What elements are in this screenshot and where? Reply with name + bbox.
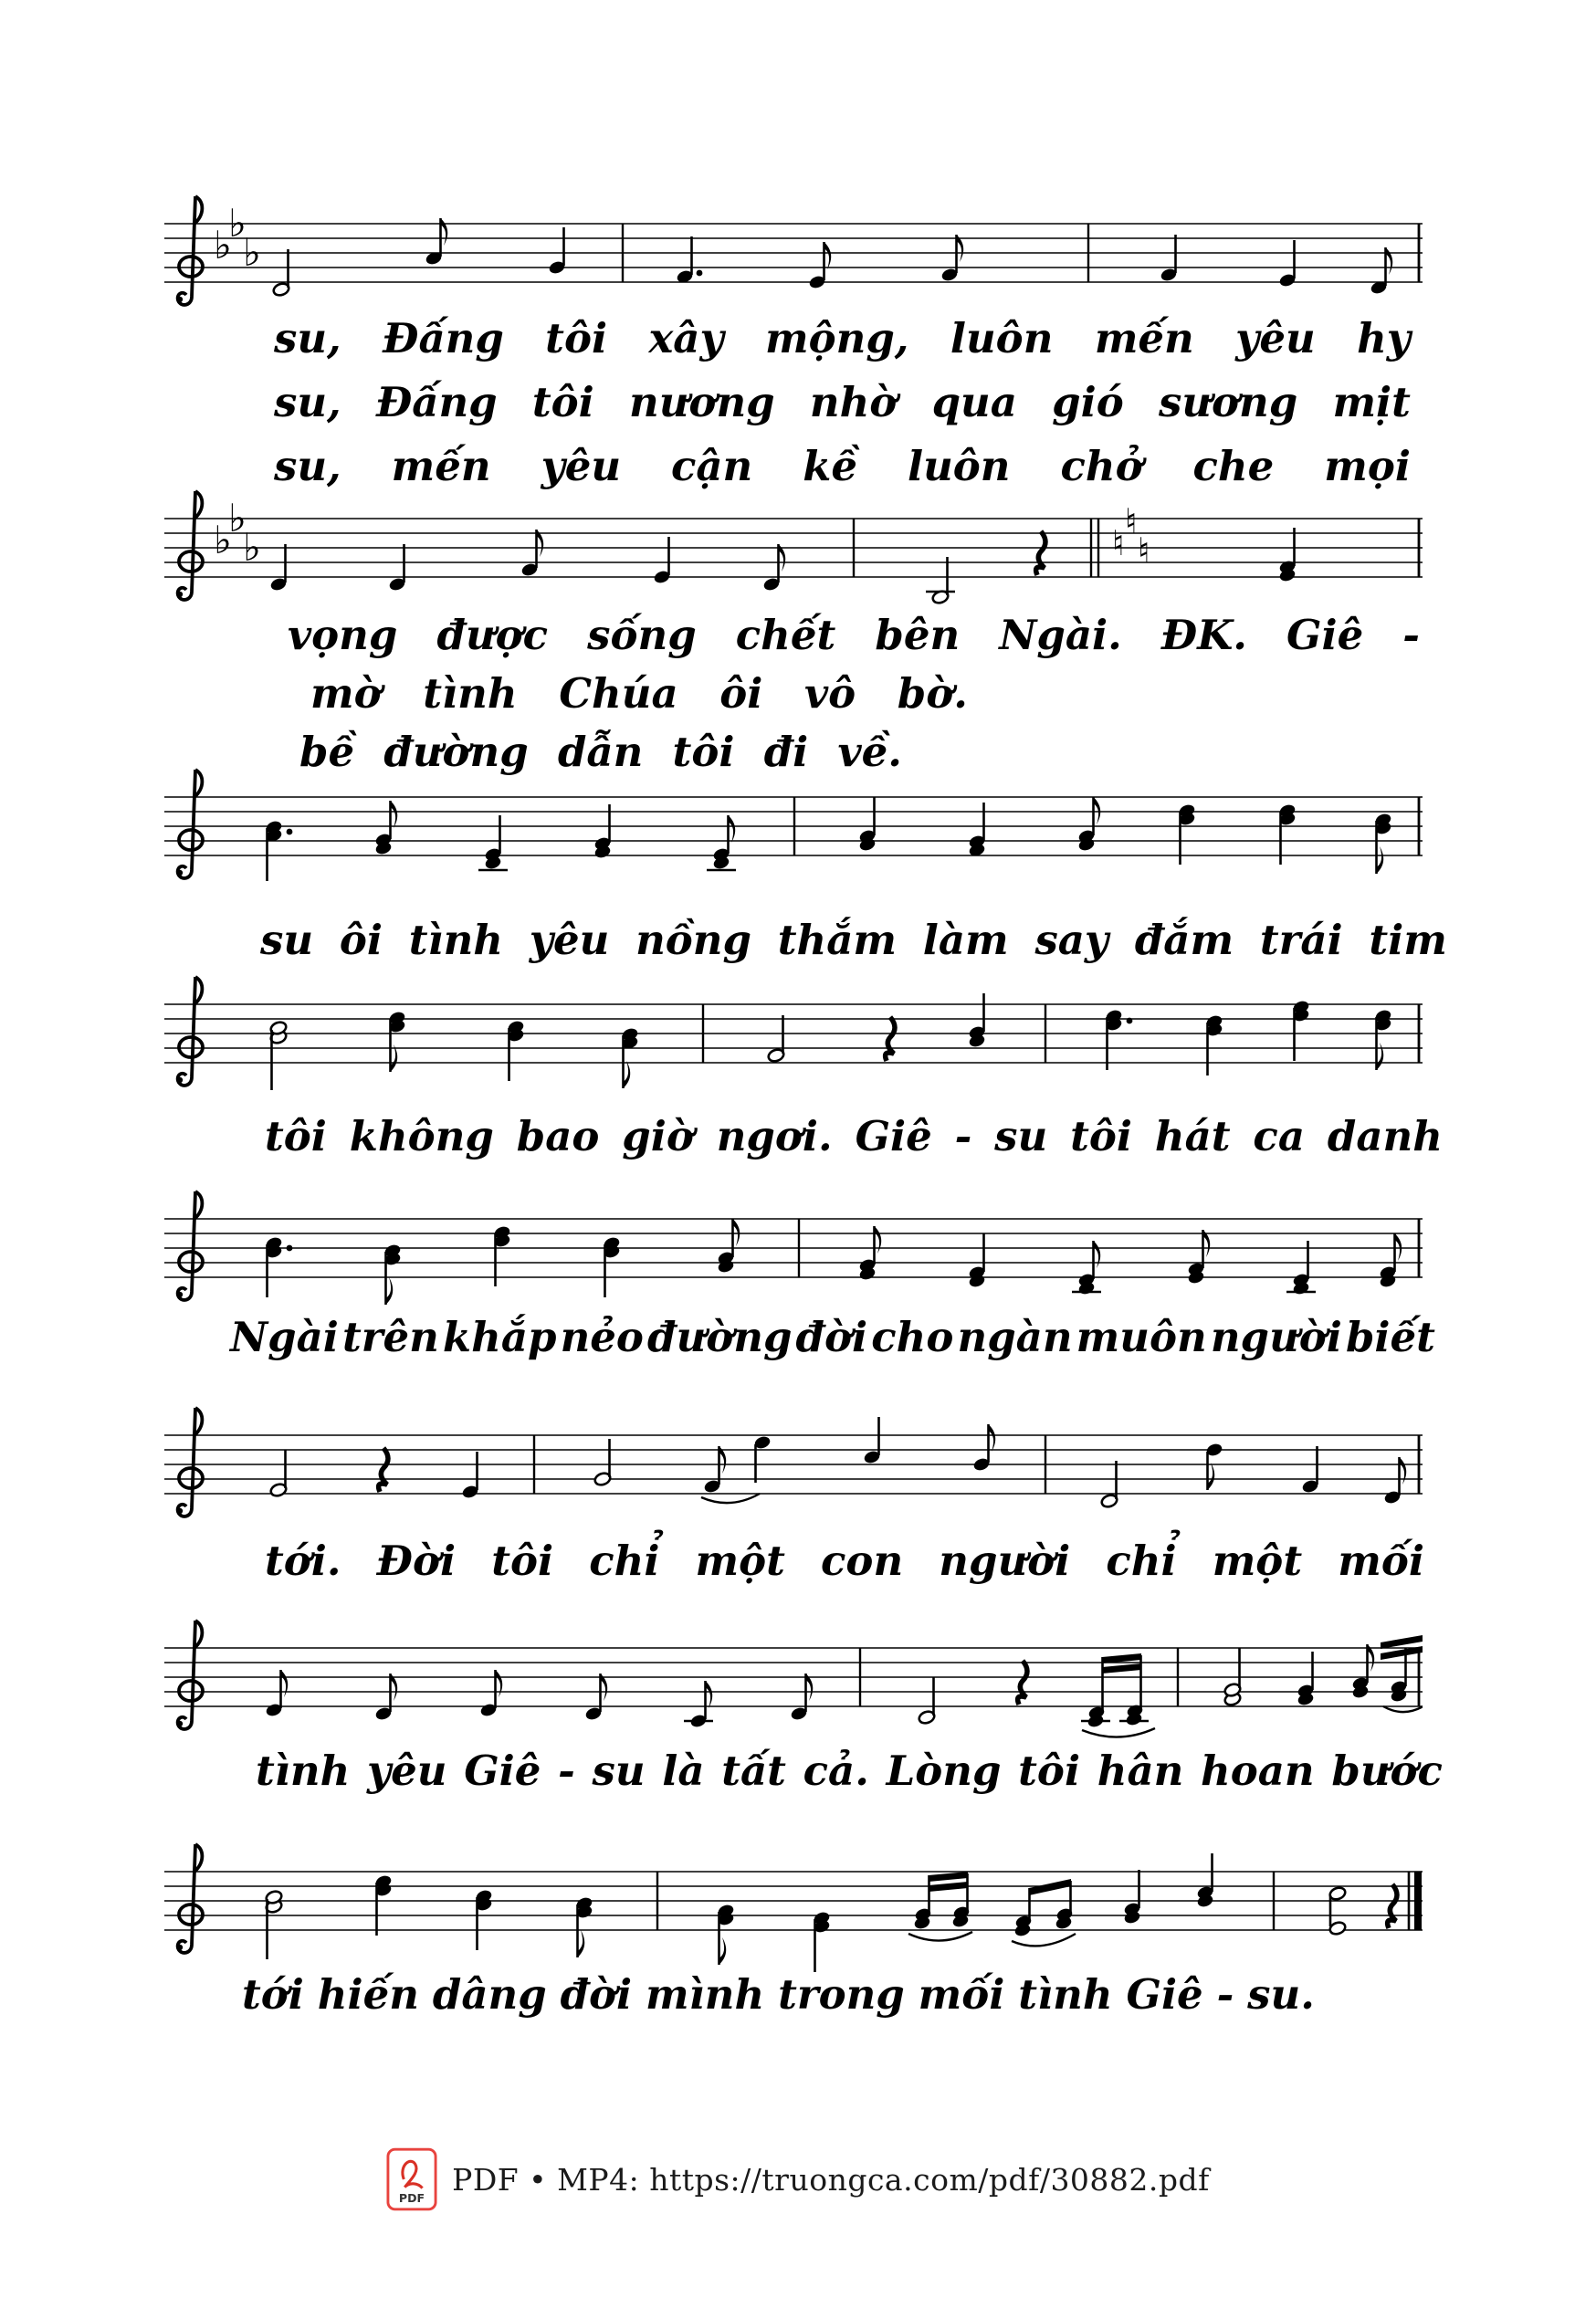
- slur: [1082, 1728, 1155, 1737]
- staff-notation: [265, 1635, 1423, 1737]
- staff-notation: [269, 501, 1419, 605]
- lyric-line: Ngài trên khắp nẻo đường đời cho ngàn muôn người biết: [230, 1313, 1435, 1361]
- pdf-file-icon[interactable]: [386, 2147, 437, 2211]
- footer: [0, 2147, 1596, 2211]
- music-system-6-staff: [164, 1399, 1423, 1536]
- svg-text:♭: ♭: [243, 525, 261, 570]
- music-system-5-staff: [164, 1182, 1423, 1319]
- lyric-verse-2-line: su, Đấng tôi nương nhờ qua gió sương mịt: [274, 378, 1411, 426]
- staff-notation: [269, 993, 1419, 1090]
- svg-text:PDF: PDF: [399, 2191, 425, 2206]
- slur: [908, 1932, 972, 1941]
- staff-notation: [265, 1219, 1419, 1305]
- music-system-2-staff: [164, 482, 1423, 619]
- treble-clef-icon: [177, 770, 203, 878]
- svg-text:♮: ♮: [1112, 523, 1125, 563]
- lyrics-system-2: [164, 606, 1423, 782]
- treble-clef-icon: [177, 1844, 203, 1953]
- svg-text:♭: ♭: [214, 518, 232, 562]
- lyric-verse-1-line: vọng được sống chết bên Ngài. ĐK. Giê -: [288, 611, 1420, 659]
- svg-text:♭: ♭: [243, 230, 261, 275]
- staff-lines: [164, 519, 1423, 577]
- svg-text:♭: ♭: [228, 201, 247, 246]
- staff-notation: [265, 797, 1419, 881]
- music-system-4-staff: [164, 968, 1423, 1105]
- treble-clef-icon: [177, 196, 203, 305]
- lyrics-system-3: [164, 908, 1447, 972]
- lyric-verse-2-line: mờ tình Chúa ôi vô bờ.: [310, 669, 968, 718]
- staff-lines: [164, 224, 1423, 282]
- lyric-verse-3-line: bề đường dẫn tôi đi về.: [299, 728, 902, 776]
- svg-text:♭: ♭: [228, 496, 247, 540]
- natural-signs: [1112, 501, 1150, 571]
- lyric-verse-3-line: su, mến yêu cận kề luôn chở che mọi: [274, 442, 1411, 490]
- slur: [701, 1494, 760, 1503]
- staff-notation: [272, 218, 1419, 298]
- lyrics-system-1: [164, 307, 1423, 498]
- treble-clef-icon: [177, 491, 203, 600]
- svg-text:♮: ♮: [1138, 530, 1150, 571]
- staff-notation: [269, 1417, 1419, 1509]
- key-signature-flats: [214, 496, 261, 570]
- staff-lines: [164, 1435, 1423, 1494]
- lyric-line: tới. Đời tôi chỉ một con người chỉ một mối: [265, 1537, 1424, 1585]
- music-system-1-staff: [164, 187, 1423, 324]
- final-barline-thick: [1414, 1872, 1422, 1930]
- treble-clef-icon: [177, 1191, 203, 1300]
- slur: [1383, 1703, 1423, 1712]
- lyric-line: tới hiến dâng đời mình trong mối tình Giê - su.: [242, 1970, 1315, 2019]
- lyric-line: su ôi tình yêu nồng thắm làm say đắm trái tim: [260, 916, 1447, 964]
- lyrics-system-8: [164, 1963, 1423, 2027]
- lyric-line: tôi không bao giờ ngơi. Giê - su tôi hát ca danh: [265, 1112, 1443, 1160]
- music-system-7-staff: [164, 1611, 1423, 1748]
- lyric-verse-1-line: su, Đấng tôi xây mộng, luôn mến yêu hy: [274, 314, 1411, 362]
- svg-text:♮: ♮: [1125, 501, 1138, 541]
- staff-lines: [164, 1004, 1423, 1063]
- lyrics-system-5: [164, 1306, 1435, 1369]
- lyric-line: tình yêu Giê - su là tất cả. Lòng tôi hân hoan bước: [256, 1747, 1443, 1795]
- staff-lines: [164, 1219, 1423, 1277]
- key-signature-flats: [214, 201, 261, 275]
- treble-clef-icon: [177, 977, 203, 1086]
- treble-clef-icon: [177, 1621, 203, 1729]
- svg-text:♭: ♭: [214, 223, 232, 268]
- lyrics-system-7: [164, 1739, 1443, 1803]
- music-system-8-staff: [164, 1835, 1423, 1972]
- staff-lines: [164, 1872, 1423, 1930]
- footer-download-link[interactable]: PDF • MP4: https://truongca.com/pdf/30882.pdf: [452, 2161, 1210, 2198]
- treble-clef-icon: [177, 1408, 203, 1516]
- lyrics-system-6: [164, 1529, 1423, 1593]
- lyrics-system-4: [164, 1105, 1443, 1169]
- music-system-3-staff: [164, 761, 1423, 897]
